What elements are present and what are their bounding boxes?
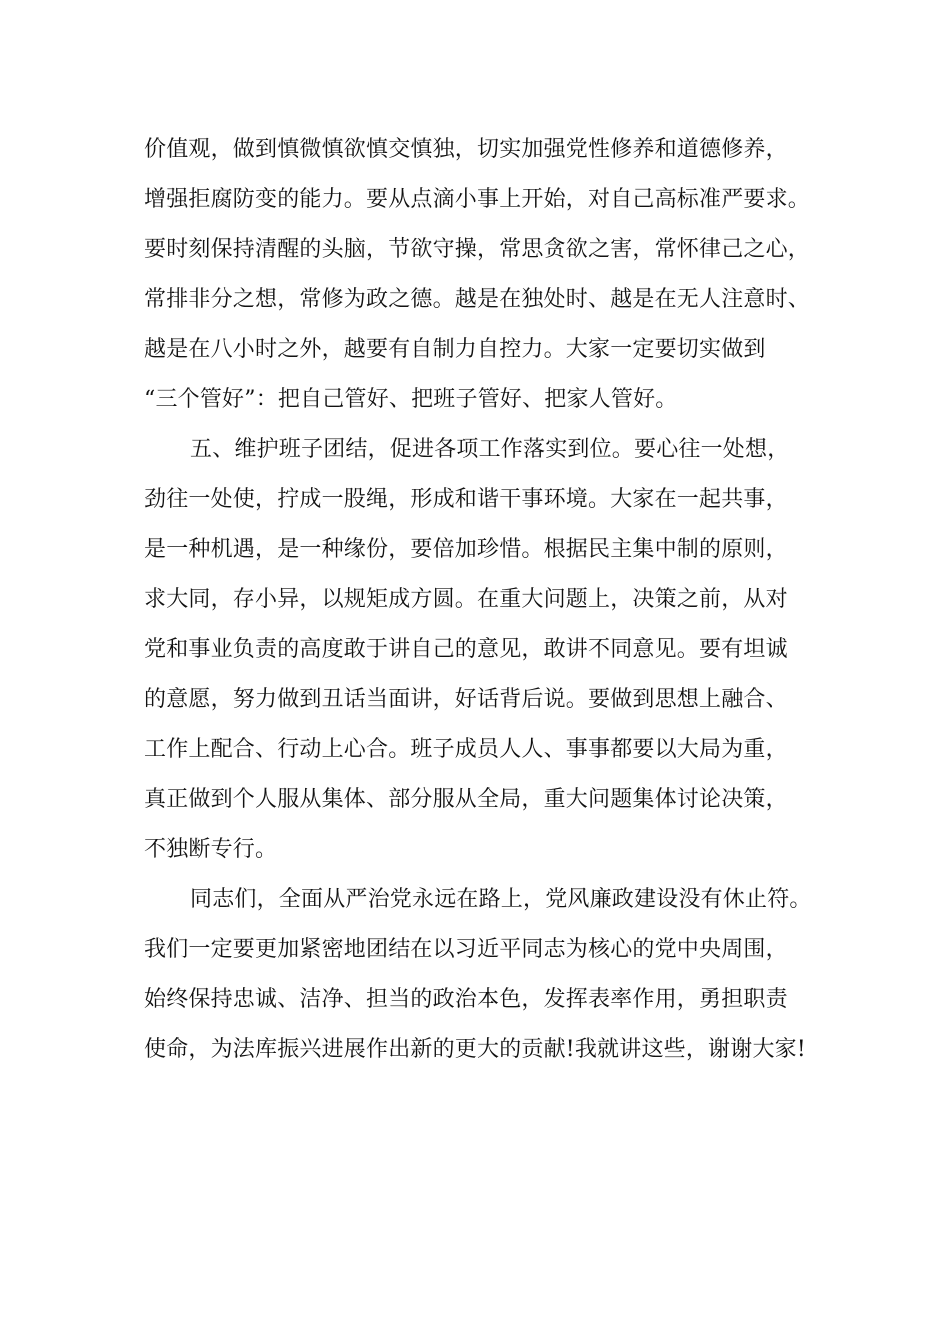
text-line: 党和事业负责的高度敢于讲自己的意见，敢讲不同意见。要有坦诚 (144, 637, 788, 662)
text-line: 使命，为法库振兴进展作出新的更大的贡献!我就讲这些，谢谢大家! (144, 1037, 806, 1062)
text-line: 我们一定要更加紧密地团结在以习近平同志为核心的党中央周围， (144, 937, 788, 962)
text-line: 始终保持忠诚、洁净、担当的政治本色，发挥表率作用，勇担职责 (144, 987, 788, 1012)
text-line: 要时刻保持清醒的头脑，节欲守操，常思贪欲之害，常怀律己之心， (144, 237, 811, 262)
text-line: 增强拒腐防变的能力。要从点滴小事上开始，对自己高标准严要求。 (144, 187, 811, 212)
text-line: 是一种机遇，是一种缘份，要倍加珍惜。根据民主集中制的原则， (144, 537, 788, 562)
paragraph-start-line: 同志们，全面从严治党永远在路上，党风廉政建设没有休止符。 (190, 887, 812, 912)
text-line: 越是在八小时之外，越要有自制力自控力。大家一定要切实做到 (144, 337, 766, 362)
text-line: 常排非分之想，常修为政之德。越是在独处时、越是在无人注意时、 (144, 287, 811, 312)
text-line: 劲往一处使，拧成一股绳，形成和谐干事环境。大家在一起共事， (144, 487, 788, 512)
paragraph-start-line: 五、维护班子团结，促进各项工作落实到位。要心往一处想， (190, 437, 790, 462)
text-line: 不独断专行。 (144, 837, 278, 862)
text-line: 的意愿，努力做到丑话当面讲，好话背后说。要做到思想上融合、 (144, 687, 788, 712)
text-line: “三个管好”：把自己管好、把班子管好、把家人管好。 (144, 387, 678, 412)
text-line: 价值观，做到慎微慎欲慎交慎独，切实加强党性修养和道德修养， (144, 137, 788, 162)
text-line: 真正做到个人服从集体、部分服从全局，重大问题集体讨论决策， (144, 787, 788, 812)
text-line: 工作上配合、行动上心合。班子成员人人、事事都要以大局为重， (144, 737, 788, 762)
text-line: 求大同，存小异，以规矩成方圆。在重大问题上，决策之前，从对 (144, 587, 788, 612)
